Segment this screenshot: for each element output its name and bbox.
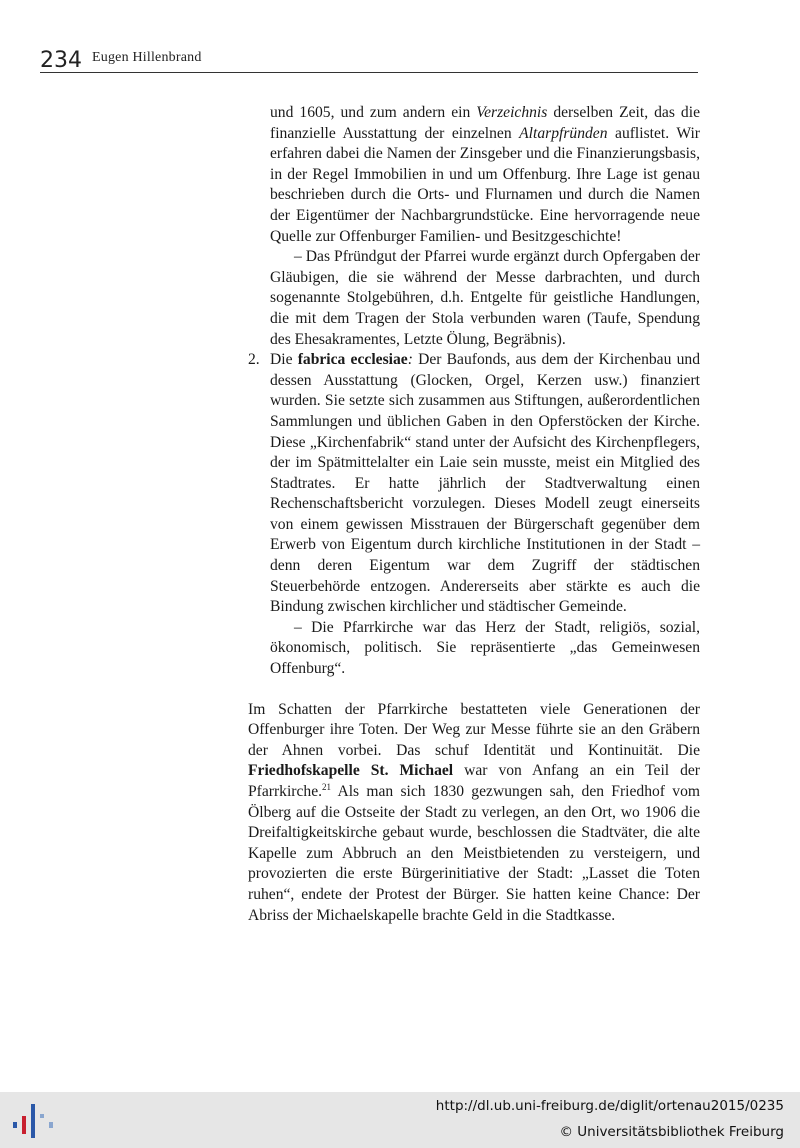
source-url-link[interactable]: http://dl.ub.uni-freiburg.de/diglit/ortenau2015/0235	[435, 1098, 784, 1114]
footer-bar	[0, 1092, 800, 1148]
list-number: 2.	[248, 351, 260, 369]
running-head-author: Eugen Hillenbrand	[92, 50, 202, 65]
running-header	[40, 46, 698, 73]
bold-term: Friedhofskapelle St. Michael	[248, 762, 454, 780]
bold-term: fabrica ecclesiae	[297, 351, 408, 369]
text-span: und 1605, und zum andern ein	[270, 104, 477, 121]
text-span: derselben Zeit, das die finanzielle Ausstattung der einzelnen	[270, 104, 700, 142]
paragraph-pfruendgut: – Das Pfründgut der Pfarrei wurde ergänzt durch Opfergaben der Gläubigen, die sie während der Messe darbrachten, und durch sogenannte Stolgebühren, d.h. Entgelte für geistliche Handlungen, die mit dem Tragen der Stola verbunden waren (Taufe, Spendung des Ehesakramentes, Letzte Ölung, Begräbnis).	[270, 248, 700, 348]
italic-term: Altarpfründen	[519, 124, 608, 142]
text-span: Im Schatten der Pfarrkirche bestatteten viele Generationen der Offenburger ihre Toten. Der Weg zur Messe führte sie an den Gräbern der Ahnen vorbei. Das schuf Identität und Kontinuität. Die	[248, 700, 700, 759]
main-text	[248, 103, 700, 926]
italic-colon: :	[407, 351, 413, 369]
text-span: Der Baufonds, aus dem der Kirchenbau und dessen Ausstattung (Glocken, Orgel, Kerzen usw.) finanziert wurden. Sie setzte sich zusammen aus Stiftungen, außerordentlichen Sammlungen und üblichen Gaben in den Opferstöcken der Kirche. Diese „Kirchenfabrik“ stand unter der Aufsicht des Kirchenpflegers, der im Spätmittelalter ein Laie sein musste, meist ein Mitglied des Stadtrates. Er hatte jährlich der Stadtverwaltung einen Rechenschaftsbericht vorzulegen. Dieses Modell zeugt einerseits von einem gewissen Misstrauen der Bürgerschaft gegenüber dem Erwerb von Eigentum durch kirchliche Institutionen in der Stadt – denn deren Eigentum war dem Zugriff der städtischen Steuerbehörde entzogen. Andererseits aber stärkte es auch die Bindung zwischen kirchlicher und städtischer Gemeinde.	[270, 351, 700, 616]
footnote-ref: 21	[322, 781, 332, 792]
text-span: Als man sich 1830 gezwungen sah, den Friedhof vom Ölberg auf die Ostseite der Stadt zu verlegen, an den Ort, wo 1906 die Dreifaltigkeitskirche gebaut wurde, beschlossen die Stadtväter, die alte Kapelle zum Abbruch an den Meistbietenden zu versteigern, und provozierten die erste Bürgerinitiative der Stadt: „Lasset die Toten ruhen“, endete der Protest der Bürger. Sie hatten keine Chance: Der Abriss der Michaelskapelle brachte Geld in die Stadtkasse.	[248, 783, 700, 924]
ub-freiburg-logo-icon	[10, 1100, 56, 1140]
paragraph-friedhofskapelle	[248, 700, 700, 927]
text-span: auflistet. Wir erfahren dabei die Namen der Zinsgeber und die Finanzierungsbasis, in der Regel Immobilien in und um Offenburg. Ihre Lage ist genau beschrieben durch die Orts- und Flurnamen und durch die Namen der Eigentümer der Nachbargrundstücke. Eine hervorragende neue Quelle zur Offenburger Familien- und Besitzgeschichte!	[270, 124, 700, 245]
text-span: war von Anfang an ein Teil der Pfarrkirche.	[248, 762, 700, 800]
paragraph-verzeichnis	[270, 103, 700, 247]
list-item-2	[248, 350, 700, 680]
italic-term: Verzeichnis	[476, 104, 548, 121]
paragraph-fabrica	[270, 350, 700, 618]
paragraph-pfarrkirche: – Die Pfarrkirche war das Herz der Stadt, religiös, sozial, ökonomisch, politisch. Sie repräsentierte „das Gemeinwesen Offenburg“.	[270, 618, 700, 678]
paragraph-gap	[248, 680, 700, 700]
list-item-1-continuation	[248, 103, 700, 350]
page-number: 234	[40, 48, 82, 73]
copyright-notice: © Universitätsbibliothek Freiburg	[559, 1124, 784, 1140]
text-span: Die	[270, 351, 298, 369]
